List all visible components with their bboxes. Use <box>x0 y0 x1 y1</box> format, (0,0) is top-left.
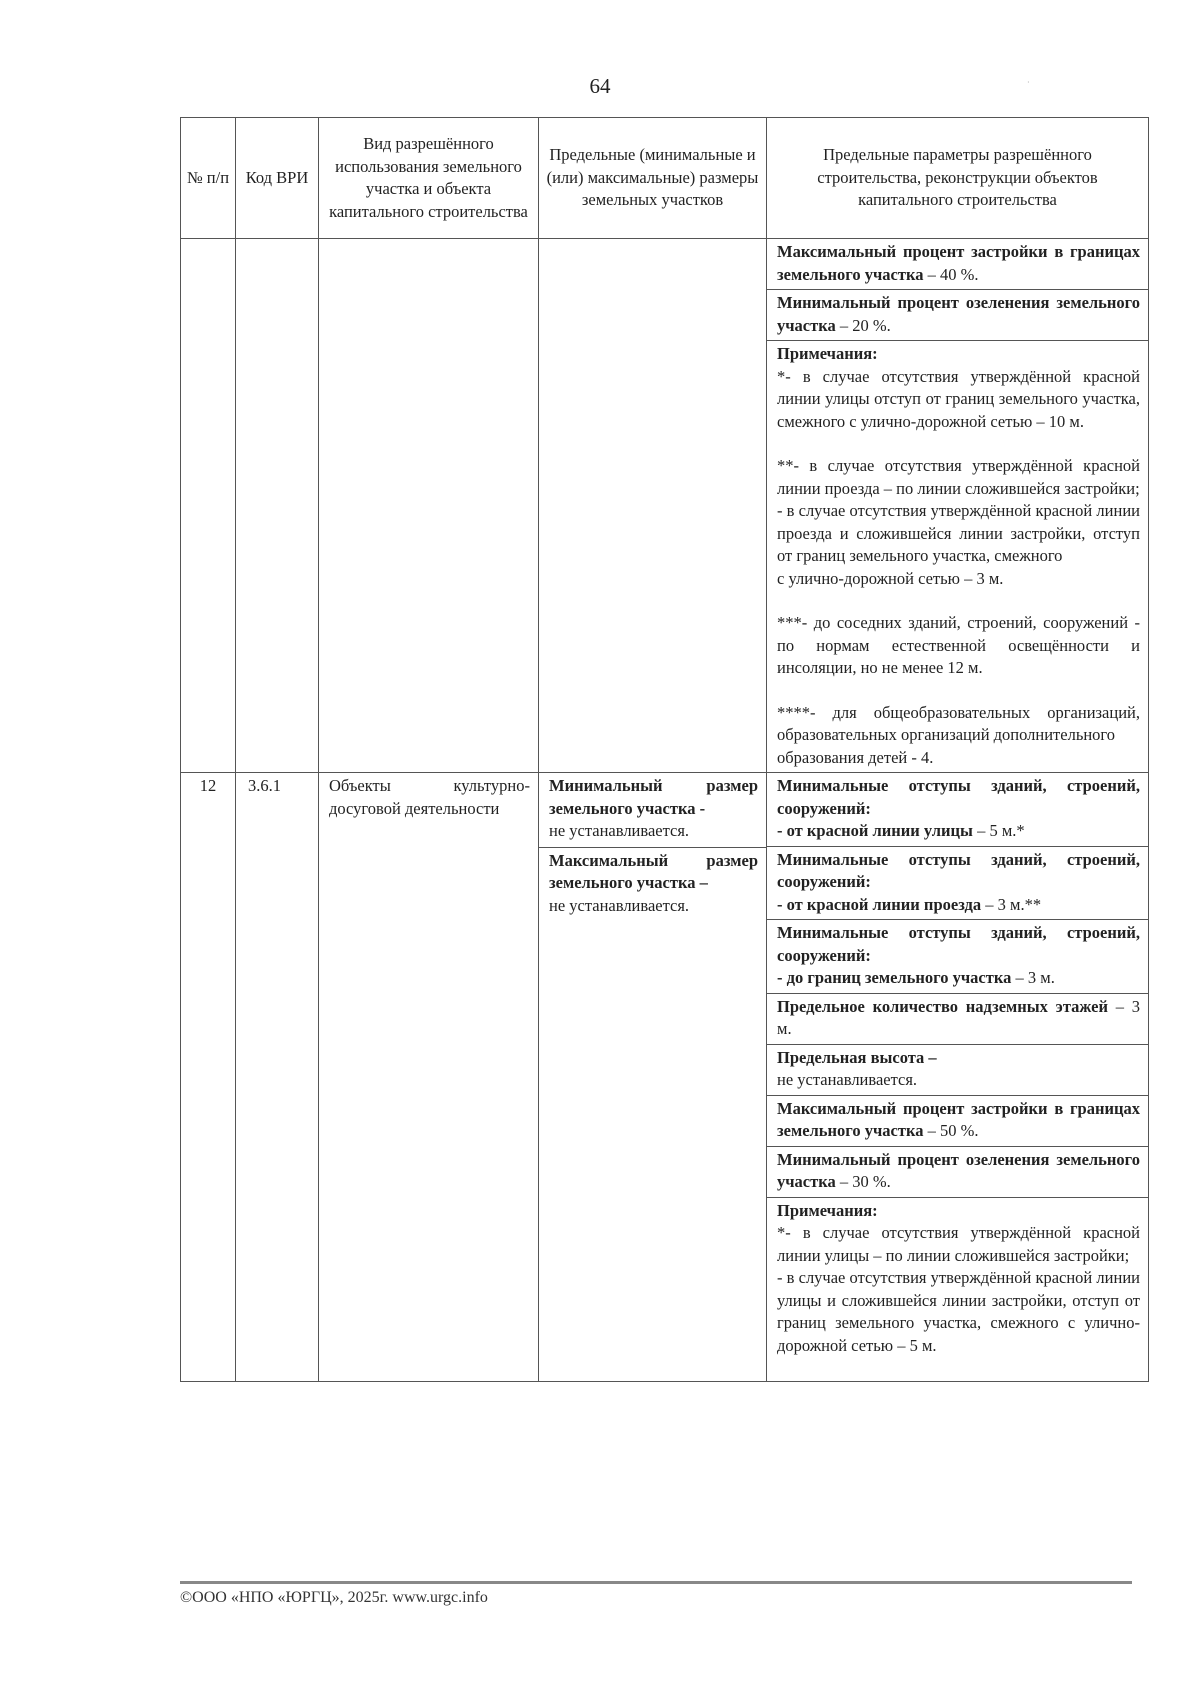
header-num: № п/п <box>181 118 236 239</box>
param-label: Минимальный процент озеленения земельного участка <box>777 293 1140 335</box>
param-value: – 3 м.** <box>981 894 1042 914</box>
cell-sizes-empty <box>539 239 767 773</box>
param-value: – 50 %. <box>923 1121 979 1140</box>
cell-params <box>767 773 1149 1382</box>
header-kind: Вид разрешённого использования земельного участка и объекта капитального строительства <box>319 118 539 239</box>
param-setback-street <box>767 773 1148 846</box>
cell-sizes <box>539 773 767 1382</box>
note-text: с улично-дорожной сетью – 3 м. <box>777 568 1004 588</box>
param-label: Максимальный процент застройки в границах земельного участка <box>777 1098 1140 1140</box>
notes-title: Примечания: <box>777 344 878 363</box>
note-text: *- в случае отсутствия утверждённой красной линии улицы отступ от границ земельного участка, смежного с улично-дорожной сетью – 10 м. <box>777 366 1140 431</box>
param-value: – 20 %. <box>835 315 891 335</box>
footer-copyright: ©ООО «НПО «ЮРГЦ», 2025г. www.urgc.info <box>180 1589 488 1606</box>
param-floors <box>767 993 1148 1044</box>
size-label: Максимальный размер земельного участка – <box>549 850 758 892</box>
note-text: образования детей - 4. <box>777 747 934 767</box>
cell-num: 12 <box>181 773 236 1382</box>
param-label: Минимальные отступы зданий, строений, сооружений: <box>777 776 1140 818</box>
note-text: ***- до соседних зданий, строений, сооружений - по нормам естественной освещённости и инсоляции, но не менее 12 м. <box>777 613 1140 677</box>
min-size <box>539 773 766 847</box>
param-value: – 3 м. <box>777 996 1140 1038</box>
note-text: - в случае отсутствия утверждённой красной линии проезда и сложившейся линии застройки, отступ от границ земельного участка, смежного <box>777 501 1140 565</box>
param-notes <box>767 340 1148 772</box>
param-detail: - до границ земельного участка <box>777 968 1012 987</box>
header-code: Код ВРИ <box>236 118 319 239</box>
param-value: – 3 м. <box>1011 968 1055 987</box>
kind-text: Объекты культурно-досуговой деятельности <box>329 776 530 818</box>
param-build-percent <box>767 1095 1148 1146</box>
param-label: Предельное количество надземных этажей <box>777 996 1108 1016</box>
param-setback-border <box>767 919 1148 993</box>
param-detail: - от красной линии улицы <box>777 821 973 840</box>
cell-num-empty <box>181 239 236 773</box>
param-value: – 5 м.* <box>972 821 1025 840</box>
param-value: – 30 %. <box>835 1172 891 1191</box>
cell-kind <box>319 773 539 1382</box>
param-height <box>767 1044 1148 1095</box>
note-text: **- в случае отсутствия утверждённой красной линии проезда – по линии сложившейся застройки; <box>777 456 1140 498</box>
param-notes <box>767 1197 1148 1382</box>
table-header-row <box>181 118 1149 239</box>
table-row-continuation <box>181 239 1149 773</box>
param-label: Максимальный процент застройки в границах земельного участка <box>777 242 1140 284</box>
param-setback-passage <box>767 846 1148 920</box>
size-value: не устанавливается. <box>549 895 690 915</box>
param-value: не устанавливается. <box>777 1070 918 1089</box>
scan-speck: · <box>1027 78 1030 87</box>
param-label: Минимальный процент озеленения земельного участка <box>777 1149 1140 1191</box>
size-label: Минимальный размер земельного участка - <box>549 776 758 818</box>
param-label: Предельная высота – <box>777 1047 937 1067</box>
zoning-table <box>180 117 1149 1382</box>
note-text: ****- для общеобразовательных организаций, образовательных организаций дополнительного <box>777 702 1140 744</box>
param-label: Минимальные отступы зданий, строений, сооружений: <box>777 849 1140 891</box>
note-text: *- в случае отсутствия утверждённой красной линии улицы – по линии сложившейся застройки; <box>777 1223 1140 1265</box>
param-build-percent <box>767 239 1148 289</box>
param-value: – 40 %. <box>923 264 979 284</box>
table-row-12 <box>181 773 1149 1382</box>
size-value: не устанавливается. <box>549 821 690 840</box>
cell-code: 3.6.1 <box>236 773 319 1382</box>
cell-params <box>767 239 1149 773</box>
cell-kind-empty <box>319 239 539 773</box>
param-green-percent <box>767 1146 1148 1197</box>
page-number: 64 <box>589 74 611 98</box>
notes-title: Примечания: <box>777 1200 878 1220</box>
param-label: Минимальные отступы зданий, строений, сооружений: <box>777 923 1140 965</box>
note-text: - в случае отсутствия утверждённой красной линии улицы и сложившейся линии застройки, отступ от границ земельного участка, смежного с улично-дорожной сетью – 5 м. <box>777 1268 1140 1355</box>
header-sizes: Предельные (минимальные и (или) максимальные) размеры земельных участков <box>539 118 767 239</box>
footer-divider <box>180 1581 1132 1584</box>
header-params: Предельные параметры разрешённого строительства, реконструкции объектов капитального строительства <box>767 118 1149 239</box>
max-size <box>539 847 766 922</box>
param-detail: - от красной линии проезда <box>777 894 982 914</box>
param-green-percent <box>767 289 1148 340</box>
cell-code-empty <box>236 239 319 773</box>
